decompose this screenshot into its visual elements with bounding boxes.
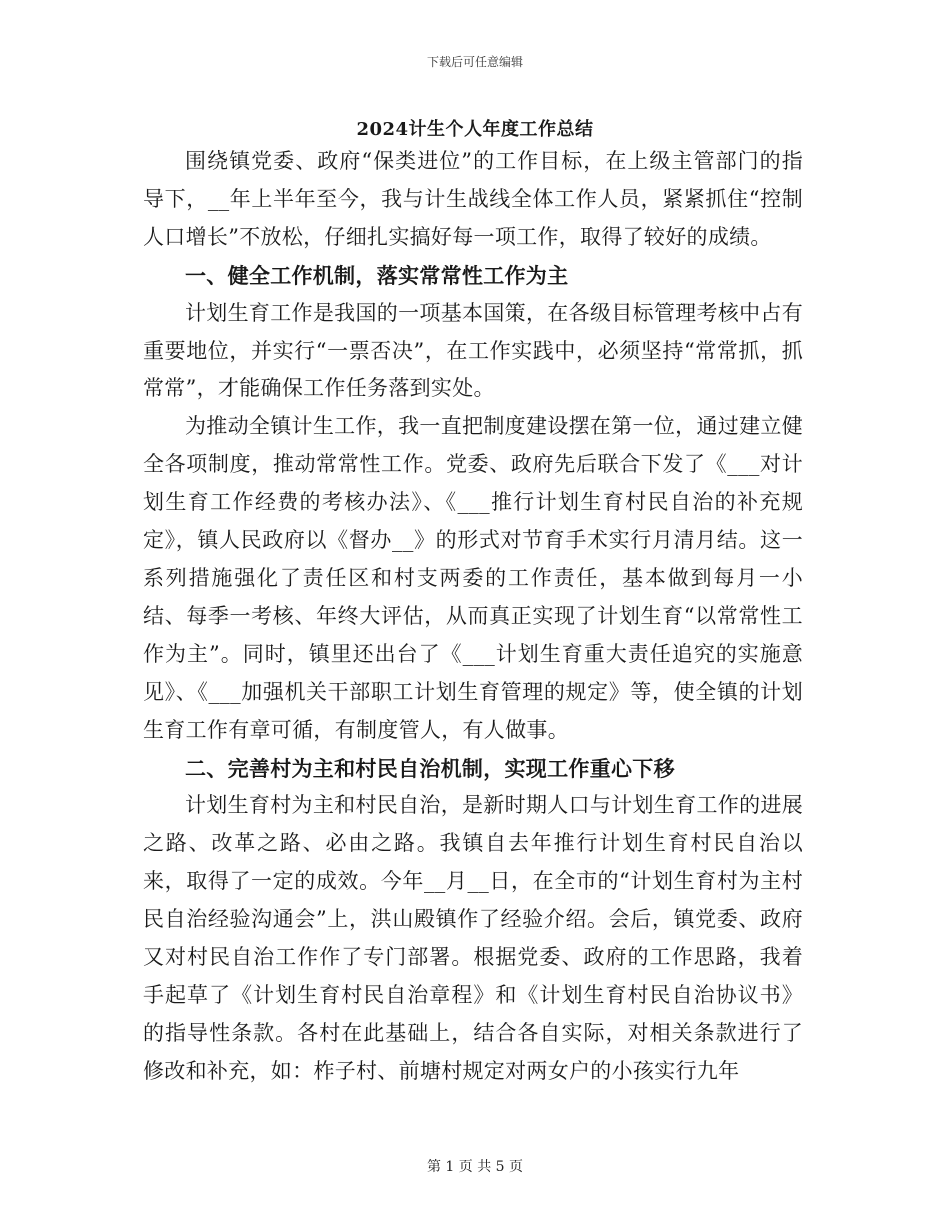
section-2-paragraph-1: 计划生育村为主和村民自治，是新时期人口与计划生育工作的进展之路、改革之路、必由之路。我镇自去年推行计划生育村民自治以来，取得了一定的成效。今年__月__日，在全市的“计划生育村为主村民自治经验沟通会”上，洪山殿镇作了经验介绍。会后，镇党委、政府又对村民自治工作作了专门部署。根据党委、政府的工作思路，我着手起草了《计划生育村民自治章程》和《计划生育村民自治协议书》的指导性条款。各村在此基础上，结合各自实际，对相关条款进行了修改和补充，如：柞子村、前塘村规定对两女户的小孩实行九年 xyxy=(143,793,803,1083)
document-title: 2024计生个人年度工作总结 xyxy=(356,119,594,140)
section-1-heading: 一、健全工作机制，落实常常性工作为主 xyxy=(185,262,569,288)
document-body xyxy=(143,143,803,1091)
section-2-heading: 二、完善村为主和村民自治机制，实现工作重心下移 xyxy=(185,755,675,781)
page-number-footer: 第 1 页 共 5 页 xyxy=(426,1159,524,1175)
section-1-paragraph-1: 计划生育工作是我国的一项基本国策，在各级目标管理考核中占有重要地位，并实行“一票否决”，在工作实践中，必须坚持“常常抓，抓常常”，才能确保工作任务落到实处。 xyxy=(143,300,803,401)
section-1-paragraph-2: 为推动全镇计生工作，我一直把制度建设摆在第一位，通过建立健全各项制度，推动常常性工作。党委、政府先后联合下发了《___对计划生育工作经费的考核办法》、《___推行计划生育村民自治的补充规定》，镇人民政府以《督办__》的形式对节育手术实行月清月结。这一系列措施强化了责任区和村支两委的工作责任，基本做到每月一小结、每季一考核、年终大评估，从而真正实现了计划生育“以常常性工作为主”。同时，镇里还出台了《___计划生育重大责任追究的实施意见》、《___加强机关干部职工计划生育管理的规定》等，使全镇的计划生育工作有章可循，有制度管人，有人做事。 xyxy=(143,414,803,742)
page-header-note: 下载后可任意编辑 xyxy=(426,55,523,69)
intro-paragraph: 围绕镇党委、政府“保类进位”的工作目标，在上级主管部门的指导下，__年上半年至今，我与计生战线全体工作人员，紧紧抓住“控制人口增长”不放松，仔细扎实搞好每一项工作，取得了较好的成绩。 xyxy=(143,149,803,249)
